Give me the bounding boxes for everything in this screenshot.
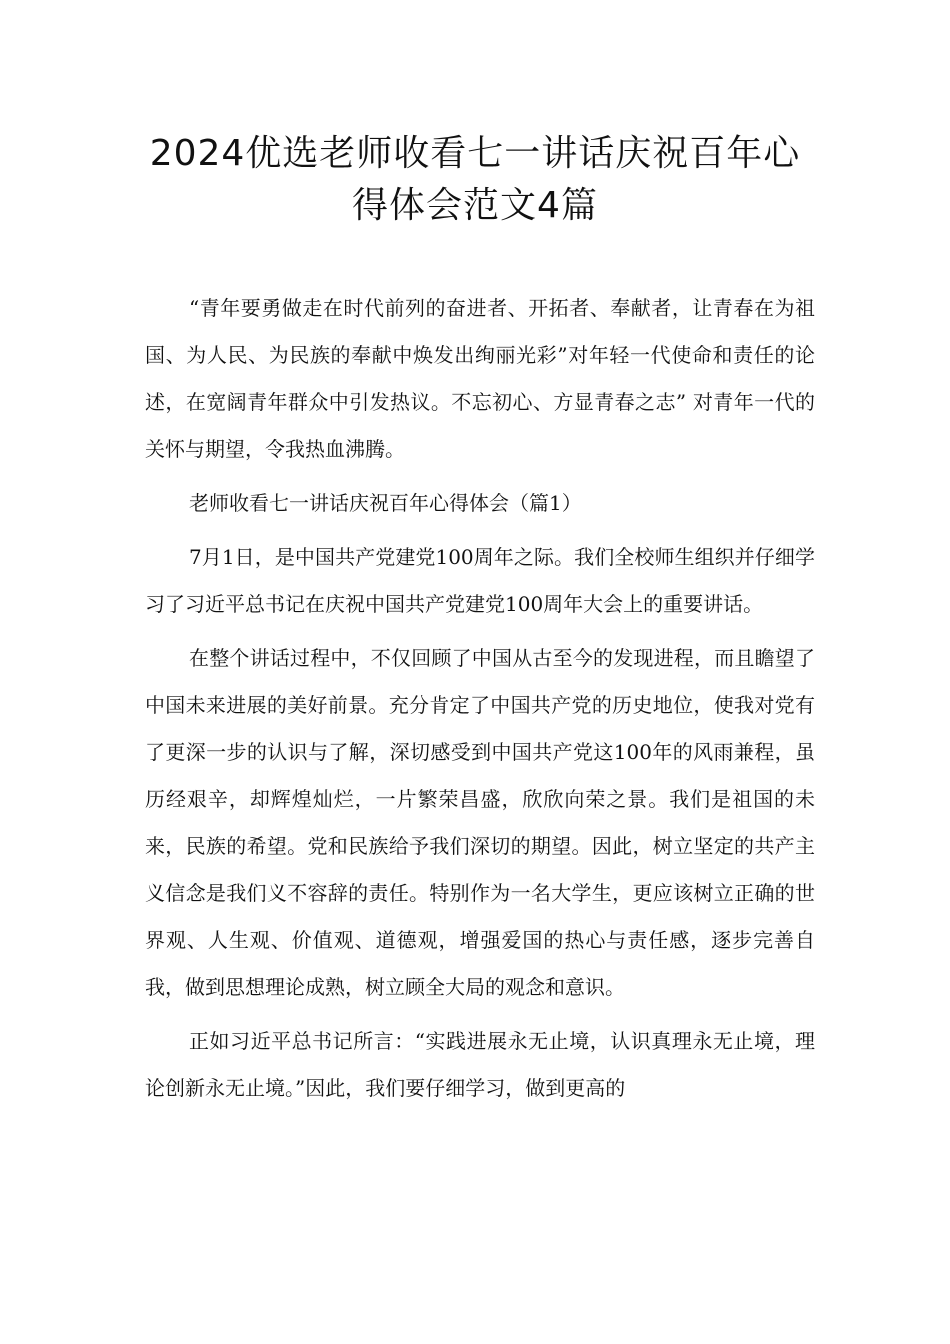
intro-paragraph: “青年要勇做走在时代前列的奋进者、开拓者、奉献者，让青春在为祖国、为人民、为民族的奉献中焕发出绚丽光彩”对年轻一代使命和责任的论述，在宽阔青年群众中引发热议。不忘初心、方显青春之志” 对青年一代的关怀与期望，令我热血沸腾。 (145, 296, 815, 461)
body-paragraph: 正如习近平总书记所言：“实践进展永无止境，认识真理永无止境，理论创新永无止境。”因此，我们要仔细学习，做到更高的 (145, 1029, 815, 1100)
section-heading: 老师收看七一讲话庆祝百年心得体会（篇1） (189, 491, 582, 515)
document-title (120, 128, 830, 232)
title-line-1: 2024优选老师收看七一讲话庆祝百年心 (149, 133, 801, 174)
document-body (145, 285, 815, 1119)
body-paragraph: 在整个讲话过程中，不仅回顾了中国从古至今的发现进程，而且瞻望了中国未来进展的美好前景。充分肯定了中国共产党的历史地位，使我对党有了更深一步的认识与了解，深切感受到中国共产党这100年的风雨兼程，虽历经艰辛，却辉煌灿烂，一片繁荣昌盛，欣欣向荣之景。我们是祖国的未来，民族的希望。党和民族给予我们深切的期望。因此，树立坚定的共产主义信念是我们义不容辞的责任。特别作为一名大学生，更应该树立正确的世界观、人生观、价值观、道德观，增强爱国的热心与责任感，逐步完善自我，做到思想理论成熟，树立顾全大局的观念和意识。 (145, 646, 815, 999)
title-line-2: 得体会范文4篇 (352, 185, 598, 226)
body-paragraph: 7月1日，是中国共产党建党100周年之际。我们全校师生组织并仔细学习了习近平总书记在庆祝中国共产党建党100周年大会上的重要讲话。 (145, 545, 815, 616)
